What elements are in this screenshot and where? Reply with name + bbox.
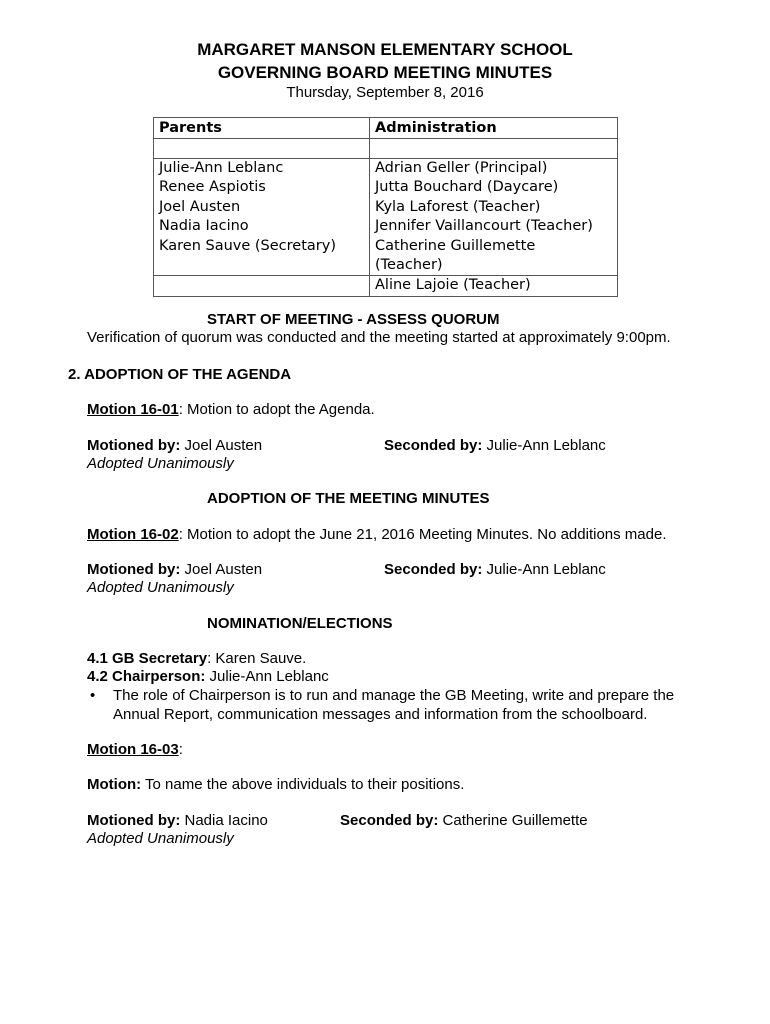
chair-role-line-2: Annual Report, communication messages and information from the schoolboard. xyxy=(113,706,648,723)
agenda-seconded-by xyxy=(384,437,606,455)
motioned-label: Motioned by: xyxy=(87,812,181,829)
seconded-label: Seconded by: xyxy=(384,437,483,454)
parent-name: Renee Aspiotis xyxy=(159,179,266,196)
motion-label: Motion: xyxy=(87,776,142,793)
empty-cell xyxy=(154,276,370,296)
school-name: MARGARET MANSON ELEMENTARY SCHOOL xyxy=(197,40,573,59)
seconded-label: Seconded by: xyxy=(384,561,483,578)
start-heading: START OF MEETING - ASSESS QUORUM xyxy=(207,311,500,328)
elections-seconded-by xyxy=(340,812,588,830)
motion-text: : Motion to adopt the June 21, 2016 Meeting Minutes. No additions made. xyxy=(178,526,667,543)
secretary-value: : Karen Sauve. xyxy=(207,650,307,667)
elections-heading: NOMINATION/ELECTIONS xyxy=(207,615,393,632)
admin-name: Jennifer Vaillancourt (Teacher) xyxy=(375,218,593,235)
admin-name: Kyla Laforest (Teacher) xyxy=(375,198,541,215)
motioned-name: Joel Austen xyxy=(180,561,263,578)
meeting-date: Thursday, September 8, 2016 xyxy=(286,84,484,101)
admin-name: Aline Lajoie (Teacher) xyxy=(370,276,618,296)
result-text: Adopted Unanimously xyxy=(87,579,234,596)
seconded-name: Julie-Ann Leblanc xyxy=(482,437,606,454)
chair-role-line-1: The role of Chairperson is to run and manage the GB Meeting, write and prepare the xyxy=(113,687,675,704)
parent-name: Nadia Iacino xyxy=(159,218,249,235)
seconded-name: Catherine Guillemette xyxy=(438,812,588,829)
agenda-motioned-by xyxy=(87,437,262,455)
motion-id: Motion 16-02 xyxy=(87,526,179,543)
minutes-seconded-by xyxy=(384,561,606,579)
bullet-icon: • xyxy=(90,687,96,704)
agenda-heading: 2. ADOPTION OF THE AGENDA xyxy=(68,366,292,383)
chair-value: Julie-Ann Leblanc xyxy=(205,668,329,685)
seconded-label: Seconded by: xyxy=(340,812,439,829)
elections-motion-id xyxy=(87,741,183,759)
elections-result xyxy=(87,830,234,848)
secretary-label: 4.1 GB Secretary xyxy=(87,650,208,667)
chair-line xyxy=(87,668,329,686)
motioned-label: Motioned by: xyxy=(87,561,181,578)
agenda-result xyxy=(87,455,234,473)
motion-id: Motion 16-01 xyxy=(87,401,179,418)
admin-name: Adrian Geller (Principal) xyxy=(375,160,548,176)
parent-name: Joel Austen xyxy=(159,198,241,215)
result-text: Adopted Unanimously xyxy=(87,830,234,847)
minutes-result xyxy=(87,579,234,597)
motioned-label: Motioned by: xyxy=(87,437,181,454)
admin-name: Jutta Bouchard (Daycare) xyxy=(375,179,559,196)
parents-list xyxy=(154,159,370,276)
motioned-name: Nadia Iacino xyxy=(180,812,268,829)
motioned-name: Joel Austen xyxy=(180,437,263,454)
admin-list xyxy=(370,159,618,276)
parents-header: Parents xyxy=(154,118,370,139)
elections-motion xyxy=(87,776,464,794)
parent-name: Julie-Ann Leblanc xyxy=(159,160,284,176)
seconded-name: Julie-Ann Leblanc xyxy=(482,561,606,578)
parent-name: Karen Sauve (Secretary) xyxy=(159,237,336,254)
motion-colon: : xyxy=(178,741,183,758)
empty-cell xyxy=(154,139,370,159)
motion-id: Motion 16-03 xyxy=(87,741,179,758)
secretary-line xyxy=(87,650,306,668)
admin-header: Administration xyxy=(370,118,618,139)
motion-text: : Motion to adopt the Agenda. xyxy=(178,401,375,418)
admin-name: Catherine Guillemette xyxy=(375,237,536,254)
result-text: Adopted Unanimously xyxy=(87,455,234,472)
start-text: Verification of quorum was conducted and the meeting started at approximately 9:00pm. xyxy=(87,329,671,346)
chair-label: 4.2 Chairperson: xyxy=(87,668,206,685)
attendance-table xyxy=(153,117,618,297)
document-title: GOVERNING BOARD MEETING MINUTES xyxy=(217,63,553,82)
empty-cell xyxy=(370,139,618,159)
agenda-motion xyxy=(87,401,375,419)
minutes-heading: ADOPTION OF THE MEETING MINUTES xyxy=(207,490,490,507)
minutes-motion xyxy=(87,526,667,544)
motion-text: To name the above individuals to their positions. xyxy=(141,776,465,793)
admin-name: (Teacher) xyxy=(375,257,443,274)
elections-motioned-by xyxy=(87,812,268,830)
minutes-motioned-by xyxy=(87,561,262,579)
